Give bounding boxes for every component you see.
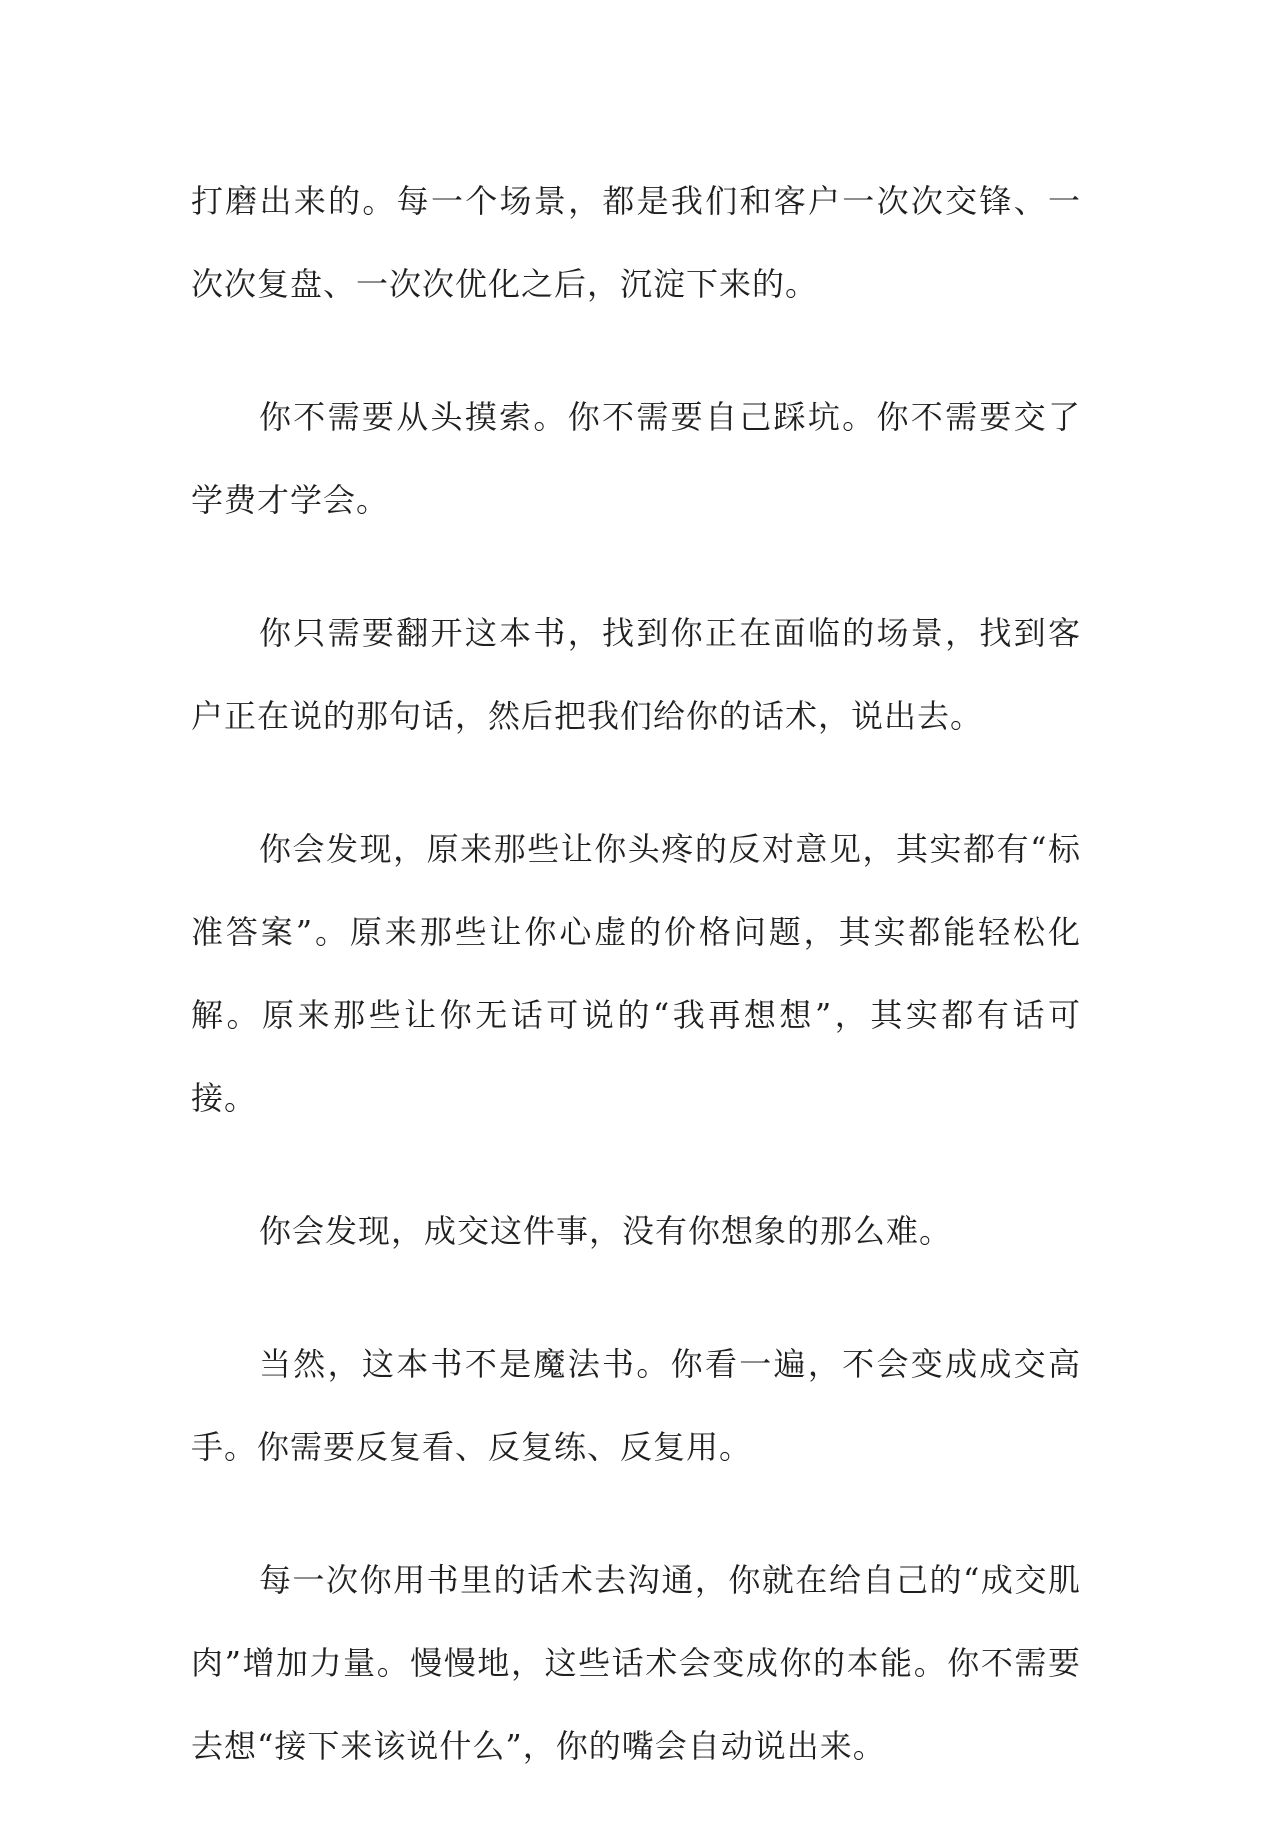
- paragraph-2: 你不需要从头摸索。你不需要自己踩坑。你不需要交了学费才学会。: [191, 398, 1081, 519]
- paragraph-4: 你会发现，原来那些让你头疼的反对意见，其实都有“标准答案”。原来那些让你心虚的价格问题，其实都能轻松化解。原来那些让你无话可说的“我再想想”，其实都有话可接。: [191, 830, 1081, 1117]
- document-body: [191, 160, 1081, 1838]
- paragraph-1: 打磨出来的。每一个场景，都是我们和客户一次次交锋、一次次复盘、一次次优化之后，沉淀下来的。: [191, 182, 1081, 303]
- paragraph-6: 当然，这本书不是魔法书。你看一遍，不会变成成交高手。你需要反复看、反复练、反复用。: [191, 1345, 1081, 1466]
- paragraph-5: 你会发现，成交这件事，没有你想象的那么难。: [259, 1212, 953, 1250]
- paragraph-3: 你只需要翻开这本书，找到你正在面临的场景，找到客户正在说的那句话，然后把我们给你的话术，说出去。: [191, 614, 1081, 735]
- paragraph-7: 每一次你用书里的话术去沟通，你就在给自己的“成交肌肉”增加力量。慢慢地，这些话术会变成你的本能。你不需要去想“接下来该说什么”，你的嘴会自动说出来。: [191, 1561, 1081, 1765]
